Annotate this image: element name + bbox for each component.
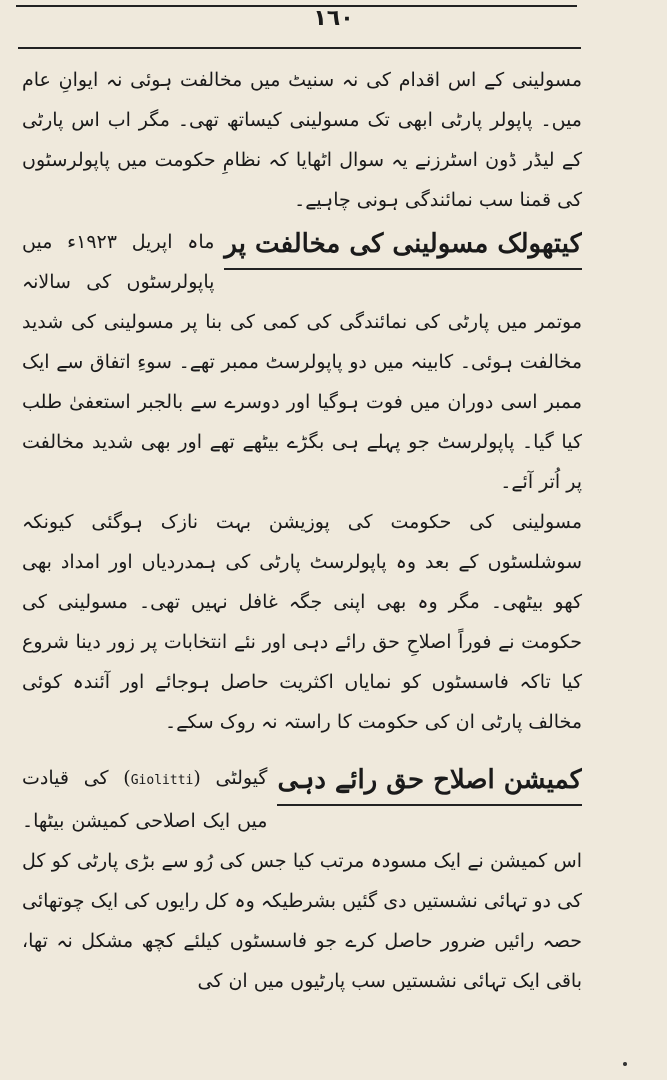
paragraph-4-rest: ) کی قیادت میں ایک اصلاحی کمیشن بیٹھا۔ اس کمیشن نے ایک مسودہ مرتب کیا جس کی رُو سے بڑی پارٹی کو کل کی دو تہائی نشستیں دی گئیں بشرطیکہ وہ کل رایوں کی ایک چوتھائی حصہ رائیں ضرور حاصل کرے جو فاسسٹوں کیلئے کچھ مشکل نہ تھا، باقی ایک تہائی نشستیں سب پارٹیوں میں ان کی [22,767,582,992]
section-catholic-opposition [22,222,582,502]
page-number: ١٦٠ [313,6,354,31]
header-divider [18,47,581,49]
page-speck [623,1062,627,1066]
heading-franchise-commission: کمیشن اصلاح حق رائے دہی [277,758,582,806]
paragraph-3: مسولینی کی حکومت کی پوزیشن بہت نازک ہوگئی کیونکہ سوشلسٹوں کے بعد وہ پاپولرسٹ پارٹی کی ہمدردیاں اور امداد بھی کھو بیٹھی۔ مگر وہ بھی اپنی جگہ غافل نہیں تھی۔ مسولینی کی حکومت نے فوراً اصلاحِ حق رائے دہی اور نئے انتخابات پر زور دینا شروع کیا تاکہ فاسسٹوں کو نمایاں اکثریت حاصل ہوجائے اور آئندہ کوئی مخالف پارٹی ان کی حکومت کا راستہ نہ روک سکے۔ [22,511,582,733]
paragraph-1: مسولینی کے اس اقدام کی نہ سنیٹ میں مخالفت ہوئی نہ ایوانِ عام میں۔ پاپولر پارٹی ابھی تک مسولینی کیساتھ تھی۔ مگر اب اس پارٹی کے لیڈر ڈون اسٹرزنے یہ سوال اٹھایا کہ نظامِ حکومت میں پاپولرسٹوں کی قمنا سب نمائندگی ہونی چاہیے۔ [22,69,582,211]
paragraph-4-start: گیولٹی ( [193,767,268,789]
latin-name-giolitti: Giolitti [130,773,194,788]
heading-catholic-opposition: کیتھولک مسولینی کی مخالفت پر [224,222,582,270]
section-franchise-commission [22,758,582,1001]
paragraph-2: ماہ اپریل ۱۹۲۳ء میں پاپولرسٹوں کی سالانہ موتمر میں پارٹی کی نمائندگی کی کمی کی بنا پر مسولینی کی شدید مخالفت ہوئی۔ کابینہ میں دو پاپولرسٹ ممبر تھے۔ سوءِ اتفاق سے ایک ممبر اسی دوران میں فوت ہوگیا اور دوسرے سے بالجبر استعفیٰ طلب کیا گیا۔ پاپولرسٹ جو پہلے ہی بگڑے بیٹھے تھے اور بھی شدید مخالفت پر اُتر آئے۔ [22,231,582,493]
page-body [22,60,582,1001]
